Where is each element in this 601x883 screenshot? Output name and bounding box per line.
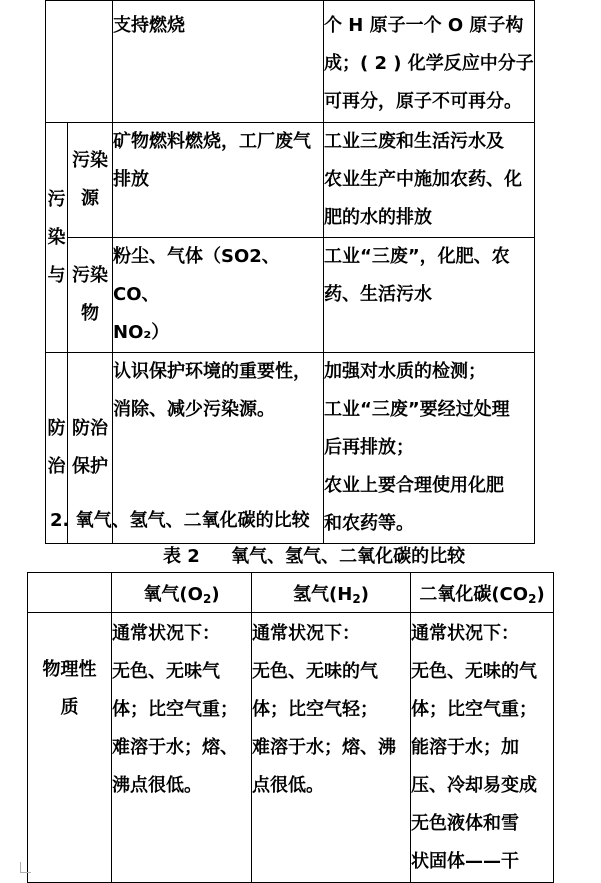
cell-line: 可再分，原子不可再分。 [324,91,522,112]
cell-line: 无色液体和雪 [411,813,519,834]
cell-line: 通常状况下： [252,623,360,644]
cell-line: 状固体——干 [411,851,519,872]
hydrogen-header [252,573,411,613]
header-text: 氧气(O [143,583,203,605]
cell-line: 体；比空气轻； [252,699,378,720]
cell-line: 能溶于水；加 [411,737,519,758]
air-property-cell [113,1,324,123]
cell-line: 无色、无味气 [112,661,220,682]
subcategory-cell [68,123,113,238]
header-text: 氢气(H [293,583,353,605]
cell-line: 和农药等。 [324,513,414,534]
cell-line: 压、冷却易变成 [411,775,537,796]
cell-line: 药、生活污水 [324,284,432,305]
cell-line: 无色、无味的气 [411,661,537,682]
subcategory-line: 保护 [72,456,108,477]
row-label-cell [28,613,112,883]
table-row [28,613,554,883]
oxygen-header [112,573,252,613]
cell-line: 个 H 原子一个 O 原子构 [324,15,524,36]
table-title: 表 2 氧气、氢气、二氧化碳的比较 [163,546,466,567]
cell-line: 通常状况下： [411,623,519,644]
table-row [46,1,535,123]
air-source-cell [113,123,324,238]
header-text: ) [211,583,220,605]
air-pollutant-cell [113,238,324,353]
cell-line: 农业生产中施加农药、化 [324,169,522,190]
row-label-line: 物理性 [42,659,97,680]
table-header-row [28,573,554,613]
page-corner-mark [20,862,31,873]
blank-header-cell [28,573,112,613]
category-cell [46,123,68,353]
category-char: 与 [47,264,66,286]
header-text: ) [360,583,369,605]
subscript: 2 [528,591,537,606]
subcategory-line: 物 [81,303,99,324]
section-heading: 2. 氧气、氢气、二氧化碳的比较 [50,510,310,531]
subscript: 2 [352,591,361,606]
cell-line: 体；比空气重； [411,699,537,720]
water-source-cell [324,123,535,238]
cell-line: 难溶于水；熔、 [112,737,238,758]
cell-line: 通常状况下： [112,623,220,644]
table-row [46,123,535,238]
co2-cell [411,613,554,883]
cell-line: 支持燃烧 [113,15,185,36]
cell-line: 粉尘、气体（SO2、CO、 [113,246,280,305]
header-text: 二氧化碳(CO [419,583,529,605]
cell-line: 消除、减少污染源。 [113,399,275,420]
row-label-line: 质 [60,697,79,718]
cell-line: 肥的水的排放 [324,207,432,228]
subcategory-line: 污染 [72,150,108,171]
cell-line: 工业“三废”，化肥、农 [324,246,510,267]
cell-line: 难溶于水；熔、沸 [252,737,396,758]
water-prevention-cell [324,353,535,544]
cell-line: 点很低。 [252,775,324,796]
subcategory-cell [68,238,113,353]
cell-line: 无色、无味的气 [252,661,378,682]
cell-line: 排放 [113,169,149,190]
cell-line: 工业三废和生活污水及 [324,131,504,152]
water-pollutant-cell [324,238,535,353]
cell-line: 成；( 2 ) 化学反应中分子 [324,53,534,74]
cell-line: NO₂） [113,322,170,343]
cell-line: 后再排放； [324,437,414,458]
subscript: 2 [202,591,212,606]
category-char: 防 [47,418,66,439]
cell-line: 工业“三废”要经过处理 [324,399,510,420]
cell-line: 认识保护环境的重要性， [113,361,311,382]
category-char: 治 [47,456,66,477]
gas-comparison-table [27,572,554,883]
subcategory-line: 源 [81,188,99,209]
category-char: 染 [47,226,66,248]
hydrogen-cell [252,613,411,883]
cell-line: 沸点很低。 [112,775,202,796]
cell-line: 农业上要合理使用化肥 [324,475,504,496]
cell-line: 矿物燃料燃烧，工厂废气 [113,131,311,152]
subcategory-line: 污染 [72,265,108,286]
pollution-table [45,0,535,544]
oxygen-cell [112,613,252,883]
cell-line: 体；比空气重； [112,699,238,720]
subcategory-line: 防治 [72,418,108,439]
water-property-cell [324,1,535,123]
table-row [46,238,535,353]
header-text: ) [536,583,545,605]
co2-header [411,573,554,613]
category-char: 污 [47,188,66,210]
blank-cell [46,1,113,123]
cell-line: 加强对水质的检测； [324,361,486,382]
